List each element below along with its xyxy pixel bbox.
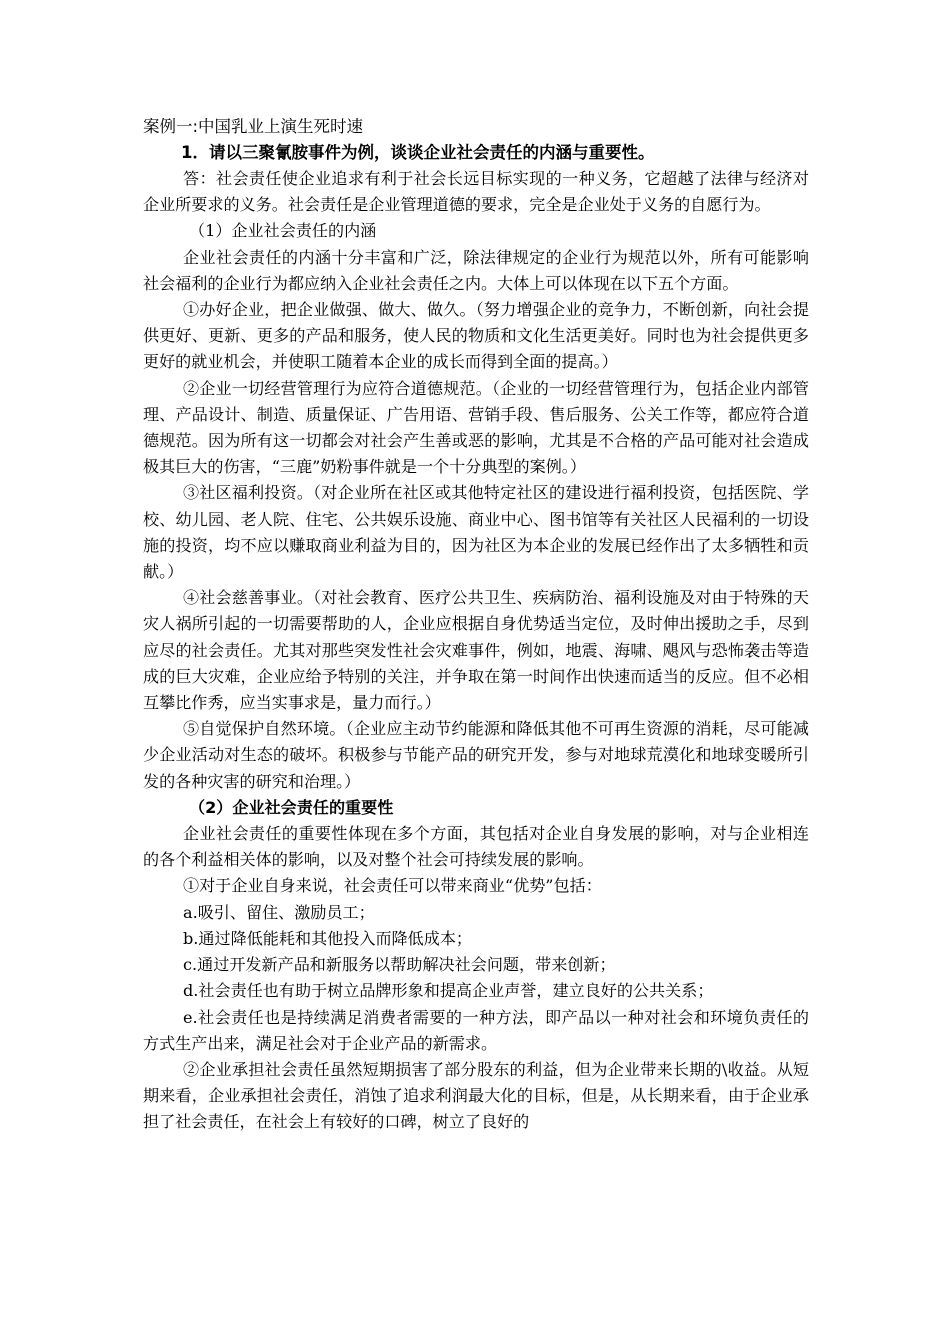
section1-item-1: ①办好企业，把企业做强、做大、做久。（努力增强企业的竞争力，不断创新，向社会提供更好、更新、更多的产品和服务，使人民的物质和文化生活更美好。同时也为社会提供更多更好的就业机会，并使职工随着本企业的成长而得到全面的提高。）	[143, 300, 809, 372]
section2-sub-e: e.社会责任也是持续满足消费者需要的一种方法，即产品以一种对社会和环境负责任的方式生产出来，满足社会对于企业产品的新需求。	[143, 1007, 809, 1053]
section2-sub-b: b.通过降低能耗和其他投入而降低成本；	[183, 928, 473, 948]
section1-intro: 企业社会责任的内涵十分丰富和广泛，除法律规定的企业行为规范以外，所有可能影响社会福利的企业行为都应纳入企业社会责任之内。大体上可以体现在以下五个方面。	[143, 247, 809, 293]
section2-sub-a: a.吸引、留住、激励员工；	[183, 902, 375, 922]
section1-heading: （1）企业社会责任的内涵	[189, 221, 377, 241]
section1-item-3: ③社区福利投资。（对企业所在社区或其他特定社区的建设进行福利投资，包括医院、学校、幼儿园、老人院、住宅、公共娱乐设施、商业中心、图书馆等有关社区人民福利的一切设施的投资，均不应以赚取商业利益为目的，因为社区为本企业的发展已经作出了太多牺牲和贡献。）	[143, 483, 809, 582]
section2-point-2: ②企业承担社会责任虽然短期损害了部分股东的利益，但为企业带来长期的\收益。从短期来看，企业承担社会责任，消蚀了追求利润最大化的目标，但是，从长期来看，由于企业承担了社会责任，在社会上有较好的口碑，树立了良好的	[143, 1059, 809, 1132]
section2-intro: 企业社会责任的重要性体现在多个方面，其包括对企业自身发展的影响，对与企业相连的各个利益相关体的影响，以及对整个社会可持续发展的影响。	[143, 824, 809, 870]
section2-heading: （2）企业社会责任的重要性	[189, 797, 394, 817]
case-title: 案例一:中国乳业上演生死时速	[143, 117, 364, 136]
section2-sub-d: d.社会责任也有助于树立品牌形象和提高企业声誉，建立良好的公共关系；	[183, 981, 714, 1001]
section1-item-2: ②企业一切经营管理行为应符合道德规范。（企业的一切经营管理行为，包括企业内部管理、产品设计、制造、质量保证、广告用语、营销手段、售后服务、公关工作等，都应符合道德规范。因为所有这一切都会对社会产生善或恶的影响，尤其是不合格的产品可能对社会造成极其巨大的伤害，“三鹿”奶粉事件就是一个十分典型的案例。）	[143, 378, 809, 477]
section1-item-4: ④社会慈善事业。（对社会教育、医疗公共卫生、疾病防治、福利设施及对由于特殊的天灾人祸所引起的一切需要帮助的人，企业应根据自身优势适当定位，及时伸出援助之手，尽到应尽的社会责任。尤其对那些突发性社会灾难事件，例如，地震、海啸、飓风与恐怖袭击等造成的巨大灾难，企业应给予特别的关注，并争取在第一时间作出快速而适当的反应。但不必相互攀比作秀，应当实事求是，量力而行。）	[143, 588, 809, 713]
section2-point-1: ①对于企业自身来说，社会责任可以带来商业“优势”包括：	[183, 876, 602, 896]
answer-intro: 答：社会责任使企业追求有利于社会长远目标实现的一种义务，它超越了法律与经济对企业所要求的义务。社会责任是企业管理道德的要求，完全是企业处于义务的自愿行为。	[143, 169, 809, 215]
section1-item-5: ⑤自觉保护自然环境。（企业应主动节约能源和降低其他不可再生资源的消耗，尽可能减少企业活动对生态的破坏。积极参与节能产品的研究开发，参与对地球荒漠化和地球变暖所引发的各种灾害的研究和治理。）	[143, 719, 809, 791]
document-page	[143, 114, 809, 1136]
section2-sub-c: c.通过开发新产品和新服务以帮助解决社会问题，带来创新；	[183, 955, 616, 975]
question-heading: 1．请以三聚氰胺事件为例，谈谈企业社会责任的内涵与重要性。	[181, 143, 655, 162]
